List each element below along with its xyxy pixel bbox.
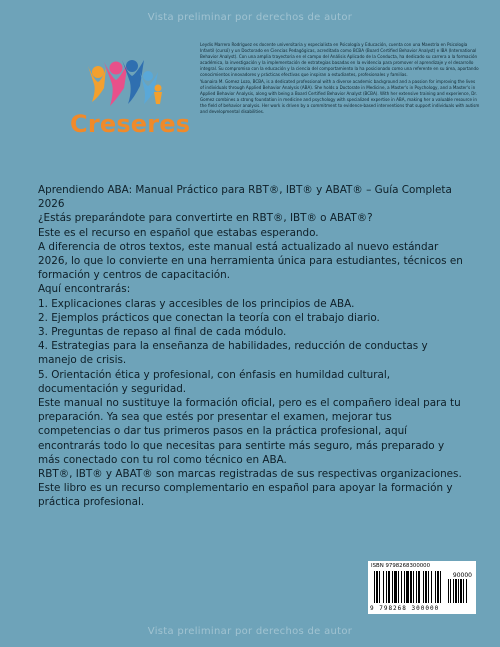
barcode-stripe (410, 571, 412, 603)
list-item: 3. Preguntas de repaso al final de cada módulo. (38, 326, 287, 339)
barcode-stripe (383, 571, 384, 603)
barcode-addon-stripe (453, 579, 454, 603)
barcode-digits: 9 798268 300000 (370, 605, 440, 612)
list-heading: Aquí encontrarás: (38, 283, 131, 296)
barcode-stripe (388, 571, 390, 603)
barcode-stripe (423, 571, 424, 603)
barcode-addon-stripe (466, 579, 467, 603)
list-item: 2. Ejemplos prácticos que conectan la teoría con el trabajo diario. (38, 311, 380, 324)
barcode-stripe (404, 571, 405, 603)
barcode-stripe (437, 571, 439, 603)
list-item: 1. Explicaciones claras y accesibles de los principios de ABA. (38, 297, 355, 310)
barcode-stripe (398, 571, 399, 603)
barcode-stripe (435, 571, 436, 603)
book-title-line: Aprendiendo ABA: Manual Práctico para RBT®, IBT® y ABAT® – Guía Completa 2026 (38, 184, 452, 211)
barcode-addon-stripe (448, 579, 449, 603)
barcode-stripe (386, 571, 387, 603)
barcode-stripe (431, 571, 432, 603)
barcode-addon-stripe (458, 579, 459, 603)
barcode-stripe (425, 571, 427, 603)
barcode-box (368, 561, 476, 614)
description-text (38, 183, 463, 510)
barcode-stripe (376, 571, 378, 603)
watermark-bottom: Vista preliminar por derechos de autor (147, 626, 353, 637)
text-line: ¿Estás preparándote para convertirte en RBT®, IBT® o ABAT®? (38, 212, 373, 225)
barcode-addon-stripe (450, 579, 451, 603)
logo-wordmark: Creseres (70, 110, 191, 138)
watermark-top: Vista preliminar por derechos de autor (147, 12, 353, 23)
barcode-stripe (392, 571, 393, 603)
barcode-stripe (401, 571, 402, 603)
creseres-logo (70, 58, 195, 143)
barcode-addon-stripe (460, 579, 462, 603)
isbn-label: ISBN 9798268300000 (371, 563, 431, 569)
barcode-stripe (440, 571, 441, 603)
barcode-stripe (379, 571, 380, 603)
list-item: 5. Orientación ética y profesional, con énfasis en humildad cultural, documentación y seguridad. (38, 368, 391, 395)
people-figures-icon (84, 58, 164, 110)
barcode-stripe (416, 571, 417, 603)
barcode-addon-stripe (463, 579, 464, 603)
barcode-stripe (418, 571, 420, 603)
price-code: 90000 (452, 572, 472, 579)
barcode-stripe (406, 571, 409, 603)
barcode-stripe (374, 571, 375, 603)
trademark-note: RBT®, IBT® y ABAT® son marcas registradas de sus respectivas organizaciones. Este libro es un recurso complementario en español para apoyar la formación y práctica profesional. (38, 468, 462, 509)
list-item: 4. Estrategias para la enseñanza de habilidades, reducción de conductas y manejo de crisis. (38, 340, 428, 367)
author-bios (200, 42, 480, 115)
barcode-stripe (394, 571, 397, 603)
bio-paragraph: Yuanaira M. Gomez Lozo, BCBA, is a dedicated professional with a diverse academic background and a passion for improving the lives of individuals through Applied Behavior Analysis (ABA). She holds a Doctorate in Medicine, a Master's in Psychology, and a Master's in Applied Behavior Analysis, along with being a Board Certified Behavior Analyst (BCBA). With her extensive training and experience, Dr. Gomez combines a strong foundation in medicine and psychology with specialized expertise in ABA, making her a valuable resource in the field of behavior analysis. Her work is driven by a commitment to evidence-based interventions that support individuals with autism and developmental disabilities. (200, 78, 480, 115)
barcode-addon-stripe (455, 579, 457, 603)
barcode-stripe (428, 571, 429, 603)
text-paragraph: A diferencia de otros textos, este manual está actualizado al nuevo estándar 2026, lo que lo convierte en una herramienta única para estudiantes, técnicos en formación y centros de capacitación. (38, 240, 463, 282)
bio-paragraph: Leydis Marrero Rodríguez es docente universitaria y especialista en Psicología y Educación, cuenta con una Maestría en Psicología Infantil (cursó) y un Doctorado en Ciencias Pedagógicas, acreditada como BCBA (Board Certified Behavior Analyst) e IBA (International Behavior Analyst). Con una amplia trayectoria en el campo del Análisis Aplicado de la Conducta, ha dedicado su carrera a la formación académica, la investigación y la implementación de estrategias basadas en la evidencia para promover el aprendizaje y el desarrollo integral. Su compromiso con la educación y la ciencia del comportamiento la ha posicionado como una referente en su área, aportando conocimientos innovadores y prácticas efectivas que inspiran a estudiantes, profesionales y familias. (200, 42, 479, 78)
barcode-stripe (413, 571, 414, 603)
barcode-icon (372, 571, 472, 605)
text-line: Este es el recurso en español que estabas esperando. (38, 226, 319, 239)
text-paragraph: Este manual no sustituye la formación oficial, pero es el compañero ideal para tu preparación. Ya sea que estés por presentar el examen, mejorar tus competencias o dar tus primeros pasos en la práctica profesional, aquí encontrarás todo lo que necesitas para sentirte más seguro, más preparado y más conectado con tu rol como técnico en ABA. (38, 397, 461, 466)
